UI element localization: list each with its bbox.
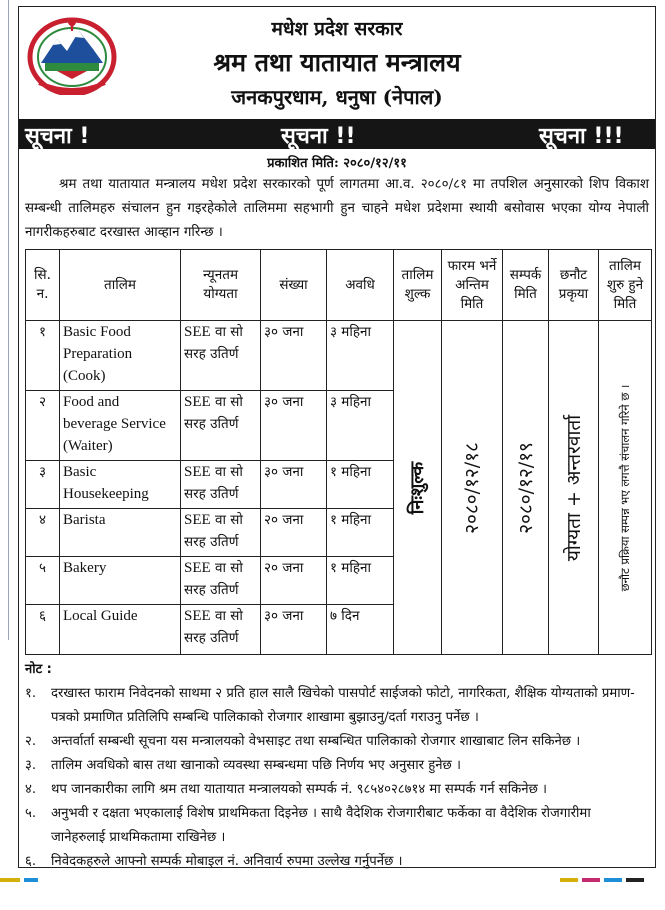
header-count: संख्या — [261, 250, 327, 321]
qualification-level: SEE — [184, 324, 211, 340]
note-number: ६. — [25, 854, 37, 869]
merged-fee — [394, 321, 442, 655]
row-qualification — [181, 557, 261, 605]
qualification-rest: वा सो सरह उतिर्ण — [184, 464, 243, 502]
row-qualification — [181, 509, 261, 557]
note-text: दरखास्त फाराम निवेदनको साथमा २ प्रति हाल सालै खिचेको पासपोर्ट साईजको फोटो, नागरिकता, शैक्षिक योग्यताको प्रमाण-पत्रको प्रमाणित प्रतिलिपि सम्बन्धि पालिकाको रोजगार शाखामा बुझाउनु/दर्ता गराउनु पर्नेछ । — [51, 686, 635, 725]
row-qualification — [181, 461, 261, 509]
row-sn: ३ — [26, 461, 60, 509]
selection-text: योग्यता + अन्तरवार्ता — [562, 414, 585, 561]
row-training: Basic Housekeeping — [60, 461, 181, 509]
table-header-row — [26, 250, 652, 321]
notice-banner — [19, 119, 655, 149]
note-text: निवेदकहरुले आफ्नो सम्पर्क मोबाइल नं. अनिवार्य रुपमा उल्लेख गर्नुपर्नेछ । — [51, 854, 403, 869]
ministry-name: श्रम तथा यातायात मन्त्रालय — [213, 48, 461, 77]
row-training: Basic Food Preparation (Cook) — [60, 321, 181, 391]
row-duration: १ महिना — [327, 509, 394, 557]
note-number: ५. — [25, 806, 37, 821]
qualification-level: SEE — [184, 512, 211, 528]
qualification-rest: वा सो सरह उतिर्ण — [184, 324, 243, 362]
government-name: मधेश प्रदेश सरकार — [271, 18, 403, 40]
row-count: ३० जना — [261, 321, 327, 391]
fee-text: निःशुल्क — [406, 461, 428, 514]
deadline-text: २०८०/१२/१८ — [461, 441, 483, 534]
row-duration: १ महिना — [327, 557, 394, 605]
note-text: थप जानकारीका लागि श्रम तथा यातायात मन्त्रालयको सम्पर्क नं. ९८५४०२८७१४ मा सम्पर्क गर्न सकिनेछ । — [51, 782, 548, 797]
row-count: २० जना — [261, 557, 327, 605]
note-item — [25, 682, 649, 730]
row-training: Bakery — [60, 557, 181, 605]
row-sn: ४ — [26, 509, 60, 557]
merged-deadline — [442, 321, 503, 655]
header-duration: अवधि — [327, 250, 394, 321]
page-margin-line — [0, 0, 9, 640]
table-row — [26, 321, 652, 391]
note-item — [25, 802, 649, 850]
note-number: ३. — [25, 758, 37, 773]
row-qualification — [181, 605, 261, 655]
row-duration: १ महिना — [327, 461, 394, 509]
row-qualification — [181, 391, 261, 461]
row-training: Barista — [60, 509, 181, 557]
note-item — [25, 778, 649, 802]
header-start: तालिम शुरु हुने मिति — [599, 250, 652, 321]
note-number: ४. — [25, 782, 37, 797]
contact-date-text: २०८०/१२/१९ — [514, 441, 537, 534]
note-number: २. — [25, 734, 37, 749]
published-date: प्रकाशित मिति: २०८०/१२/११ — [267, 156, 407, 171]
header-sn: सि. न. — [26, 250, 60, 321]
note-item — [25, 850, 649, 874]
public-notice — [18, 6, 656, 868]
header-training: तालिम — [60, 250, 181, 321]
row-sn: २ — [26, 391, 60, 461]
note-item — [25, 730, 649, 754]
banner-notice-right: सूचना !!! — [539, 124, 624, 149]
row-duration: ३ महिना — [327, 391, 394, 461]
row-count: ३० जना — [261, 391, 327, 461]
note-text: तालिम अवधिको बास तथा खानाको व्यवस्था सम्बन्धमा पछि निर्णय भए अनुसार हुनेछ । — [51, 758, 461, 773]
row-duration: ७ दिन — [327, 605, 394, 655]
row-training: Local Guide — [60, 605, 181, 655]
banner-notice-left: सूचना ! — [25, 124, 90, 149]
note-item — [25, 754, 649, 778]
print-color-strip — [0, 878, 665, 884]
header-deadline: फारम भर्ने अन्तिम मिति — [442, 250, 503, 321]
qualification-level: SEE — [184, 394, 211, 410]
qualification-level: SEE — [184, 464, 211, 480]
banner-notice-center: सूचना !! — [281, 124, 356, 149]
merged-contact-date — [503, 321, 549, 655]
notes-section — [25, 658, 649, 874]
row-sn: ५ — [26, 557, 60, 605]
qualification-rest: वा सो सरह उतिर्ण — [184, 512, 243, 550]
header-fee: तालिम शुल्क — [394, 250, 442, 321]
qualification-level: SEE — [184, 560, 211, 576]
notice-header — [19, 7, 655, 117]
row-sn: १ — [26, 321, 60, 391]
qualification-level: SEE — [184, 608, 211, 624]
header-selection: छनौट प्रकृया — [549, 250, 599, 321]
row-qualification — [181, 321, 261, 391]
training-table — [25, 249, 652, 655]
qualification-rest: वा सो सरह उतिर्ण — [184, 560, 243, 598]
merged-start — [599, 321, 652, 655]
qualification-rest: वा सो सरह उतिर्ण — [184, 608, 243, 646]
start-text: छनौट प्रक्रिया सम्पन्न भए लगत्तै संचालन गरिने छ । — [618, 384, 632, 591]
row-count: ३० जना — [261, 605, 327, 655]
row-sn: ६ — [26, 605, 60, 655]
notes-title: नोट : — [25, 662, 52, 677]
intro-paragraph: श्रम तथा यातायात मन्त्रालय मधेश प्रदेश सरकारको पूर्ण लागतमा आ.व. २०८०/८१ मा तपशिल अनुसारको शिप विकाश सम्बन्धी तालिमहरु संचालन हुन गइरहेकोले तालिममा सहभागी हुन चाहने मधेश प्रदेशमा स्थायी बसोवास भएका योग्य नेपाली नागरीकहरुबाट दरखास्त आव्हान गरिन्छ । — [25, 177, 649, 240]
header-qualification: न्यूनतम योग्यता — [181, 250, 261, 321]
note-text: अनुभवी र दक्षता भएकालाई विशेष प्राथमिकता दिइनेछ । साथै वैदेशिक रोजगारीबाट फर्केका वा वैदेशिक रोजगारीमा जानेहरुलाई प्राथमिकतामा राखिनेछ । — [51, 806, 591, 845]
note-number: १. — [25, 686, 37, 701]
row-count: ३० जना — [261, 461, 327, 509]
row-duration: ३ महिना — [327, 321, 394, 391]
row-count: २० जना — [261, 509, 327, 557]
merged-selection — [549, 321, 599, 655]
header-contact-date: सम्पर्क मिति — [503, 250, 549, 321]
note-text: अन्तर्वार्ता सम्बन्धी सूचना यस मन्त्रालयको वेभसाइट तथा सम्बन्धित पालिकाको रोजगार शाखाबाट लिन सकिनेछ । — [51, 734, 581, 749]
ministry-address: जनकपुरधाम, धनुषा (नेपाल) — [231, 85, 443, 109]
qualification-rest: वा सो सरह उतिर्ण — [184, 394, 243, 432]
row-training: Food and beverage Service (Waiter) — [60, 391, 181, 461]
